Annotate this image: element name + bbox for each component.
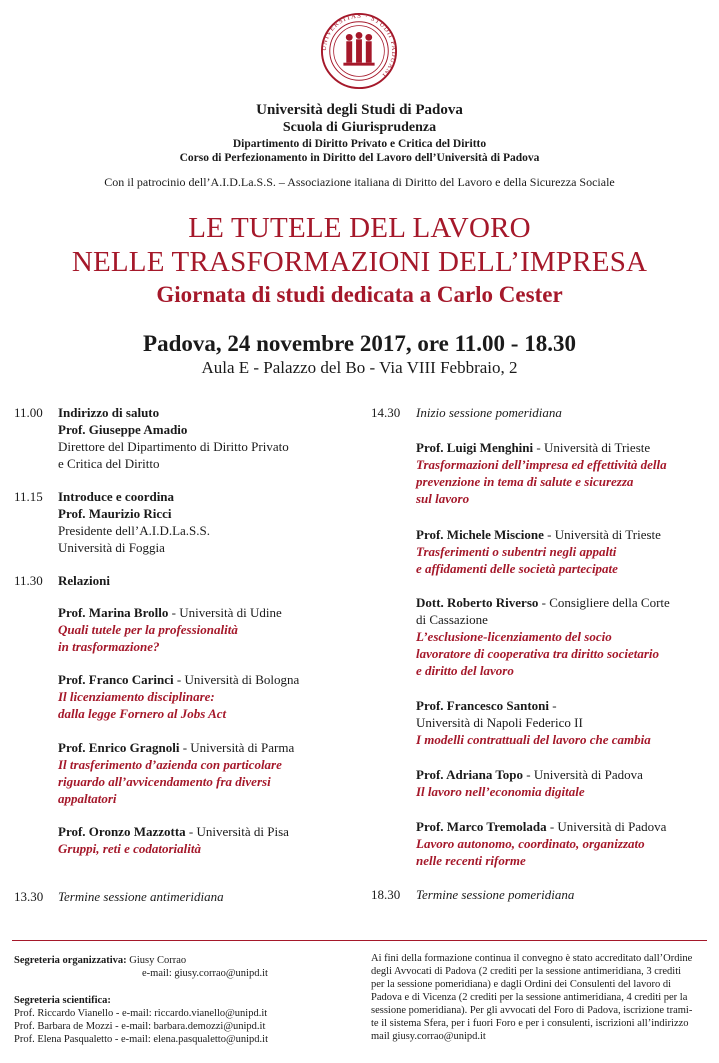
talk-item: [416, 526, 661, 577]
talk-title: sul lavoro: [416, 491, 470, 506]
department-name: Dipartimento di Diritto Privato e Critica del Diritto: [232, 138, 487, 150]
university-seal-icon: [320, 12, 398, 90]
talk-item: [58, 671, 299, 722]
speaker-affiliation: - Università di Padova: [523, 767, 643, 782]
university-name: Università degli Studi di Padova: [256, 102, 463, 118]
speaker-role: Direttore del Dipartimento di Diritto Privato: [58, 439, 289, 454]
talk-title: e affidamenti delle società partecipate: [416, 561, 618, 576]
speaker-affiliation: - Università di Udine: [168, 605, 282, 620]
org-name: Giusy Corrao: [129, 955, 187, 966]
speaker-affiliation: -: [549, 698, 557, 713]
time-1430: 14.30: [371, 405, 401, 420]
speaker-affiliation: - Università di Parma: [179, 740, 295, 755]
patronage: Con il patrocinio dell’A.I.D.La.S.S. – Associazione italiana di Diritto del Lavoro e della Sicurezza Sociale: [104, 175, 615, 189]
time-1115: 11.15: [14, 489, 43, 504]
sci-contact[interactable]: Prof. Elena Pasqualetto - e-mail: elena.pasqualetto@unipd.it: [14, 1034, 269, 1045]
course-name: Corso di Perfezionamento in Diritto del Lavoro dell’Università di Padova: [179, 152, 540, 164]
sci-label: Segreteria scientifica:: [14, 995, 111, 1006]
note-line: Padova e di Vicenza (2 crediti per la sessione antimeridiana, 4 crediti per la: [371, 992, 688, 1003]
sci-contact[interactable]: Prof. Barbara de Mozzi - e-mail: barbara.demozzi@unipd.it: [14, 1021, 266, 1032]
speaker-name: Prof. Francesco Santoni: [416, 698, 549, 713]
speaker-name: Prof. Michele Miscione: [416, 527, 544, 542]
speaker-name: Prof. Franco Carinci: [58, 672, 174, 687]
note-line: Ai fini della formazione continua il convegno è stato accreditato dall’Ordine: [371, 953, 693, 964]
speaker-role: Presidente dell’A.I.D.La.S.S.: [58, 523, 211, 538]
title-line-1: LE TUTELE DEL LAVORO: [188, 212, 531, 244]
talk-title: Il licenziamento disciplinare:: [58, 689, 215, 704]
talk-title: Trasformazioni dell’impresa ed effettività della: [416, 457, 667, 472]
event-venue: Aula E - Palazzo del Bo - Via VIII Febbraio, 2: [201, 358, 518, 377]
speaker-affiliation: - Università di Pisa: [185, 824, 289, 839]
talk-item: [58, 739, 294, 807]
talk-item: [416, 594, 670, 679]
talk-title: lavoratore di cooperativa tra diritto societario: [416, 646, 660, 661]
accreditation-note: [371, 952, 711, 1043]
note-line: mail giusy.corrao@unipd.it: [371, 1031, 486, 1042]
footer-divider: [12, 940, 707, 941]
talk-item: [416, 697, 651, 748]
talk-title: e diritto del lavoro: [416, 663, 514, 678]
talk-title: nelle recenti riforme: [416, 853, 526, 868]
speaker-affiliation: Università di Napoli Federico II: [416, 715, 583, 730]
session-intro: [58, 488, 210, 556]
talk-title: riguardo all’avvicendamento fra diversi: [58, 774, 271, 789]
speaker-name: Prof. Enrico Gragnoli: [58, 740, 180, 755]
speaker-affiliation: - Università di Trieste: [533, 440, 651, 455]
event-date: Padova, 24 novembre 2017, ore 11.00 - 18.30: [143, 331, 576, 356]
talk-title: Il trasferimento d’azienda con particolare: [58, 757, 282, 772]
speaker-name: Prof. Luigi Menghini: [416, 440, 534, 455]
title-line-2: NELLE TRASFORMAZIONI DELL’IMPRESA: [71, 246, 648, 278]
speaker-name: Dott. Roberto Riverso: [416, 595, 539, 610]
speaker-affiliation: - Consigliere della Corte: [538, 595, 670, 610]
talk-item: [58, 823, 289, 857]
talk-title: in trasformazione?: [58, 639, 160, 654]
session-heading: Introduce e coordina: [58, 489, 175, 504]
svg-text:UNIVERSITAS · STUDII PADUANI: UNIVERSITAS · STUDII PADUANI: [320, 12, 398, 79]
session-heading: Relazioni: [58, 573, 110, 588]
speaker-name: Prof. Giuseppe Amadio: [58, 422, 188, 437]
talk-title: Il lavoro nell’economia digitale: [416, 784, 585, 799]
subtitle: Giornata di studi dedicata a Carlo Cester: [156, 282, 563, 307]
session-greeting: [58, 404, 289, 472]
speaker-affiliation: - Università di Padova: [546, 819, 667, 834]
sci-contact[interactable]: Prof. Riccardo Vianello - e-mail: riccardo.vianello@unipd.it: [14, 1008, 268, 1019]
org-email[interactable]: e-mail: giusy.corrao@unipd.it: [142, 968, 268, 979]
speaker-affiliation: - Università di Trieste: [543, 527, 661, 542]
speaker-role: e Critica del Diritto: [58, 456, 160, 471]
talk-title: appaltatori: [58, 791, 117, 806]
org-label: Segreteria organizzativa:: [14, 955, 127, 966]
talk-item: [416, 439, 667, 507]
speaker-name: Prof. Adriana Topo: [416, 767, 524, 782]
talk-title: dalla legge Fornero al Jobs Act: [58, 706, 227, 721]
talk-title: Trasferimenti o subentri negli appalti: [416, 544, 617, 559]
note-line: te il sistema Sfera, per i fuori Foro e per i consulenti, iscrizioni all’indirizzo: [371, 1018, 689, 1029]
session-heading: Indirizzo di saluto: [58, 405, 160, 420]
talk-title: prevenzione in tema di salute e sicurezza: [416, 474, 634, 489]
speaker-name: Prof. Oronzo Mazzotta: [58, 824, 186, 839]
talk-title: Quali tutele per la professionalità: [58, 622, 238, 637]
organizing-secretariat: [14, 954, 268, 980]
talk-item: [416, 818, 666, 869]
speaker-name: Prof. Marina Brollo: [58, 605, 169, 620]
speaker-affiliation: - Università di Bologna: [173, 672, 300, 687]
speaker-role: Università di Foggia: [58, 540, 165, 555]
time-1330: 13.30: [14, 889, 44, 904]
session-end: Termine sessione pomeridiana: [416, 887, 575, 902]
talk-title: Lavoro autonomo, coordinato, organizzato: [416, 836, 645, 851]
time-1100: 11.00: [14, 405, 43, 420]
school-name: Scuola di Giurisprudenza: [282, 120, 437, 135]
speaker-name: Prof. Marco Tremolada: [416, 819, 547, 834]
scientific-secretariat: [14, 994, 268, 1046]
time-1130: 11.30: [14, 573, 43, 588]
talk-item: [416, 766, 643, 800]
time-1830: 18.30: [371, 887, 401, 902]
talk-title: Gruppi, reti e codatorialità: [58, 841, 201, 856]
talk-title: L’esclusione-licenziamento del socio: [416, 629, 612, 644]
speaker-affiliation: di Cassazione: [416, 612, 488, 627]
note-line: sessione pomeridiana). Per gli avvocati del Foro di Padova, iscrizione trami-: [371, 1005, 693, 1016]
note-line: per la sessione pomeridiana) e dagli Ordini dei Consulenti del lavoro di: [371, 979, 672, 990]
talk-item: [58, 604, 282, 655]
talk-title: I modelli contrattuali del lavoro che cambia: [416, 732, 651, 747]
note-line: degli Avvocati di Padova (2 crediti per la sessione antimeridiana, 3 crediti: [371, 966, 682, 977]
session-end: Termine sessione antimeridiana: [58, 889, 224, 904]
session-start: Inizio sessione pomeridiana: [416, 405, 562, 420]
speaker-name: Prof. Maurizio Ricci: [58, 506, 172, 521]
